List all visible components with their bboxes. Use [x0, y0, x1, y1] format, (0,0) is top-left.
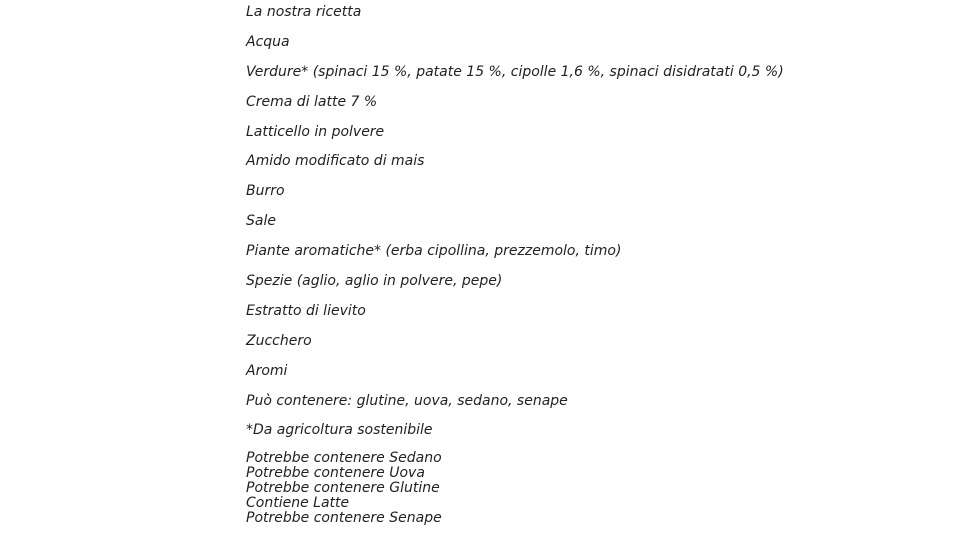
allergen-line: Potrebbe contenere Uova — [246, 465, 425, 482]
ingredient-list — [246, 4, 946, 439]
ingredient-item: Verdure* (spinaci 15 %, patate 15 %, cipolle 1,6 %, spinaci disidratati 0,5 %) — [246, 63, 784, 80]
ingredients-document — [246, 0, 946, 526]
recipe-heading: La nostra ricetta — [246, 4, 362, 20]
sustainable-footnote: *Da agricoltura sostenibile — [246, 422, 433, 439]
may-contain-note: Può contenere: glutine, uova, sedano, senape — [246, 392, 568, 409]
allergen-line: Contiene Latte — [246, 495, 350, 512]
ingredient-item: Amido modificato di mais — [246, 153, 425, 170]
ingredient-item: Aromi — [246, 362, 288, 379]
ingredient-item: Spezie (aglio, aglio in polvere, pepe) — [246, 273, 503, 290]
ingredient-item: Sale — [246, 213, 276, 230]
allergen-line: Potrebbe contenere Sedano — [246, 450, 442, 467]
allergen-block — [246, 451, 946, 526]
ingredient-item: Burro — [246, 183, 285, 200]
ingredient-item: Crema di latte 7 % — [246, 93, 378, 110]
ingredient-item: Estratto di lievito — [246, 302, 366, 319]
ingredient-item: Latticello in polvere — [246, 123, 385, 140]
ingredient-item: Acqua — [246, 33, 290, 50]
allergen-line: Potrebbe contenere Senape — [246, 510, 442, 527]
ingredient-item: Zucchero — [246, 332, 312, 349]
ingredient-item: Piante aromatiche* (erba cipollina, prezzemolo, timo) — [246, 243, 622, 260]
allergen-line: Potrebbe contenere Glutine — [246, 480, 440, 497]
